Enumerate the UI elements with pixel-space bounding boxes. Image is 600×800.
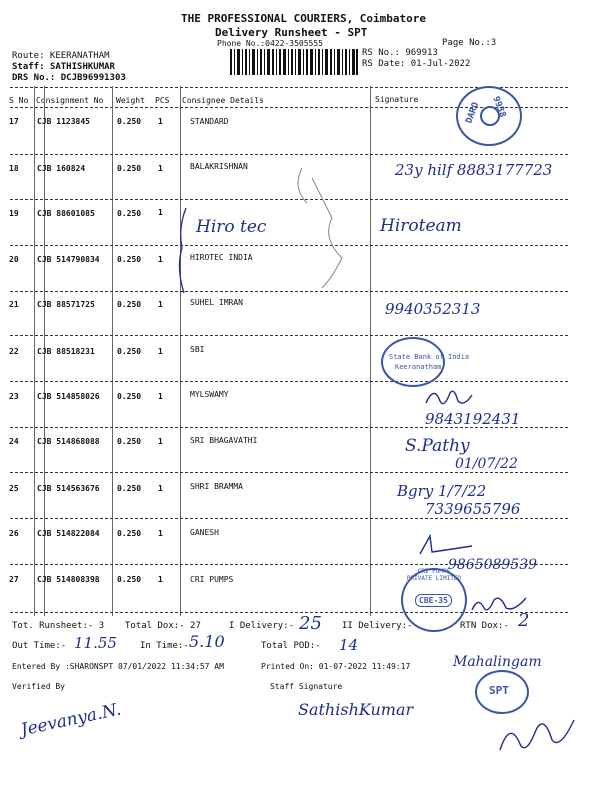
row-pcs: 1: [158, 300, 163, 309]
row-rule: [10, 335, 568, 336]
row-consignment: CJB 514563676: [37, 484, 100, 493]
row-consignee: SUHEL IMRAN: [190, 298, 243, 307]
spt-stamp-text: SPT: [489, 684, 509, 697]
col-weight: Weight: [116, 96, 145, 105]
handwritten-signature-25: Bgry 1/7/22: [397, 482, 487, 500]
signature-23: [424, 383, 474, 413]
handwritten-phone-27: 9865089539: [448, 557, 538, 573]
row-consignment: CJB 514868088: [37, 437, 100, 446]
row-pcs: 1: [158, 255, 163, 264]
row-pcs: 1: [158, 484, 163, 493]
total-pod-value: 14: [339, 636, 359, 654]
cri-stamp-text: CRI PUMPS PRIVATE LIMITED: [406, 568, 462, 582]
row-consignment: CJB 514808398: [37, 575, 100, 584]
handwritten-signature-24: S.Pathy: [405, 436, 470, 456]
col-consignment: Consignment No: [36, 96, 104, 105]
rtn-dox-label: RTN Dox:-: [460, 621, 509, 631]
row-weight: 0.250: [117, 484, 142, 493]
handwritten-phone-23: 9843192431: [425, 410, 521, 428]
rs-number: RS No.: 969913: [362, 48, 438, 58]
handwritten-corner-note: Mahalingam: [453, 654, 542, 670]
rtn-dox-value: 2: [518, 610, 530, 631]
row-weight: 0.250: [117, 437, 142, 446]
verified-by-signature: Jeevanya.N.: [19, 699, 123, 741]
runsheet-title: Delivery Runsheet - SPT: [215, 26, 368, 39]
phone-number: Phone No.:0422-3505555: [217, 39, 323, 48]
row-consignee: STANDARD: [190, 117, 229, 126]
page-number: Page No.:3: [442, 38, 497, 48]
row-pcs: 1: [158, 208, 163, 217]
row-sno: 25: [9, 484, 19, 493]
sbi-stamp-branch: Keeranatham: [395, 363, 442, 371]
row-pcs: 1: [158, 347, 163, 356]
row-weight: 0.250: [117, 209, 142, 218]
col-divider: [34, 86, 35, 616]
handwritten-signature-19: Hiroteam: [380, 216, 462, 236]
row-sno: 27: [9, 575, 19, 584]
row-rule: [10, 154, 568, 155]
row-weight: 0.250: [117, 347, 142, 356]
barcode: [230, 49, 358, 75]
row-sno: 22: [9, 347, 19, 356]
total-pod-label: Total POD:-: [261, 641, 321, 651]
staff-signature-label: Staff Signature: [270, 682, 343, 691]
row-sno: 21: [9, 300, 19, 309]
row-pcs: 1: [158, 437, 163, 446]
corner-signature: [490, 700, 580, 760]
row-consignee: SRI BHAGAVATHI: [190, 436, 258, 445]
route: Route: KEERANATHAM: [12, 51, 110, 61]
row-consignment: CJB 160824: [37, 164, 86, 173]
row-pcs: 1: [158, 529, 163, 538]
out-time-value: 11.55: [74, 634, 117, 652]
handwritten-date-24: 01/07/22: [455, 456, 518, 472]
row-consignee: CRI PUMPS: [190, 575, 234, 584]
row-sno: 24: [9, 437, 19, 446]
courier-stamp: [456, 86, 522, 146]
row-weight: 0.250: [117, 300, 142, 309]
col-signature: Signature: [375, 95, 419, 104]
row-weight: 0.250: [117, 575, 142, 584]
out-time-label: Out Time:-: [12, 641, 67, 651]
row-consignment: CJB 514790834: [37, 255, 100, 264]
i-delivery-label: I Delivery:-: [229, 621, 295, 631]
row-pcs: 1: [158, 117, 163, 126]
row-consignee: GANESH: [190, 528, 219, 537]
row-pcs: 1: [158, 575, 163, 584]
col-sno: S No: [9, 96, 29, 105]
row-weight: 0.250: [117, 117, 142, 126]
sbi-stamp-name: State Bank of India: [389, 353, 470, 361]
row-sno: 17: [9, 117, 19, 126]
row-pcs: 1: [158, 392, 163, 401]
row-sno: 23: [9, 392, 19, 401]
row-consignee: MYLSWAMY: [190, 390, 229, 399]
row-rule: [10, 381, 568, 382]
stamp-logo-icon: [480, 106, 500, 126]
ii-delivery-label: II Delivery:-: [342, 621, 413, 631]
in-time-label: In Time:-: [140, 641, 189, 651]
stamp-code: 9938: [490, 95, 508, 119]
total-dox: Total Dox:- 27: [125, 621, 201, 631]
row-weight: 0.250: [117, 255, 142, 264]
staff-signature: SathishKumar: [298, 700, 414, 719]
row-consignment: CJB 514858026: [37, 392, 100, 401]
row-consignee: SHRI BRAMMA: [190, 482, 243, 491]
sbi-stamp: [381, 337, 470, 387]
row-rule: [10, 472, 568, 473]
handwritten-phone-18: 23y hilf 8883177723: [395, 161, 553, 179]
verified-by-label: Verified By: [12, 682, 65, 691]
drs-number: DRS No.: DCJB96991303: [12, 73, 126, 83]
handwritten-phone-21: 9940352313: [385, 300, 481, 318]
row-consignment: CJB 1123845: [37, 117, 90, 126]
rs-date: RS Date: 01-Jul-2022: [362, 59, 471, 69]
row-consignee: SBI: [190, 345, 205, 354]
row-pcs: 1: [158, 164, 163, 173]
printed-on: Printed On: 01-07-2022 11:49:17: [261, 662, 411, 671]
stamp-text: DARO: [464, 101, 482, 125]
row-sno: 26: [9, 529, 19, 538]
row-rule: [10, 518, 568, 519]
handwritten-phone-25: 7339655796: [425, 500, 521, 518]
row-weight: 0.250: [117, 392, 142, 401]
signature-26: [416, 530, 476, 560]
col-divider: [112, 86, 113, 616]
row-consignment: CJB 88571725: [37, 300, 95, 309]
row-consignee: HIROTEC INDIA: [190, 253, 253, 262]
row-weight: 0.250: [117, 529, 142, 538]
col-pcs: PCS: [155, 96, 170, 105]
row-consignment: CJB 514822084: [37, 529, 100, 538]
row-consignee: BALAKRISHNAN: [190, 162, 248, 171]
cri-stamp-code: CBE-35: [415, 594, 452, 607]
in-time-value: 5.10: [189, 632, 225, 651]
entered-by: Entered By :SHARONSPT 07/01/2022 11:34:57 AM: [12, 662, 224, 671]
row-weight: 0.250: [117, 164, 142, 173]
col-consignee: Consignee Details: [182, 96, 264, 105]
company-name: THE PROFESSIONAL COURIERS, Coimbatore: [181, 12, 427, 25]
i-delivery-value: 25: [299, 613, 322, 634]
row-sno: 20: [9, 255, 19, 264]
row-sno: 18: [9, 164, 19, 173]
total-runsheet: Tot. Runsheet:- 3: [12, 621, 105, 631]
row-consignment: CJB 88518231: [37, 347, 95, 356]
row-consignment: CJB 88601085: [37, 209, 95, 218]
row-sno: 19: [9, 209, 19, 218]
handwritten-hirotec-note: Hiro tec: [196, 217, 267, 237]
staff-name: Staff: SATHISHKUMAR: [12, 62, 115, 72]
